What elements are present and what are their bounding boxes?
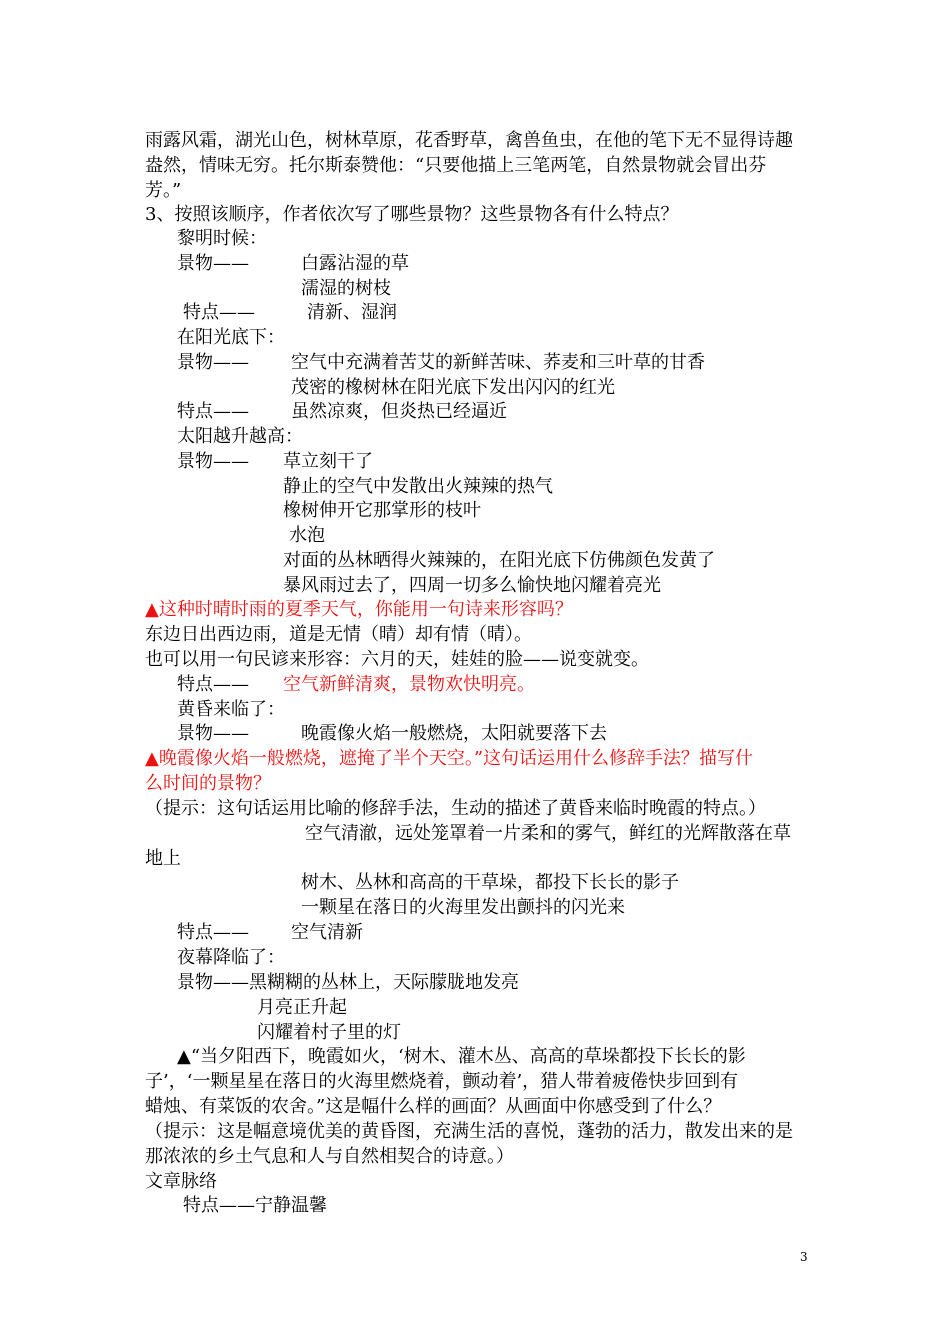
scene-item: 空气中充满着苦艾的新鲜苦味、荞麦和三叶草的甘香 — [291, 352, 705, 373]
hint-line: （提示：这是幅意境优美的黄昏图，充满生活的喜悦，蓬勃的活力，散发出来的是 — [145, 1121, 793, 1142]
scene-item: 树木、丛林和高高的干草垛，都投下长长的影子 — [301, 872, 679, 893]
scene-item: 茂密的橡树林在阳光底下发出闪闪的红光 — [291, 377, 615, 398]
scene-item: 白露沾湿的草 — [301, 253, 409, 274]
scene-label: 景物—— — [177, 253, 249, 274]
answer-line: 也可以用一句民谚来形容：六月的天，娃娃的脸——说变就变。 — [145, 649, 649, 670]
scene-label: 景物—— — [177, 451, 249, 472]
scene-item: 地上 — [145, 848, 181, 869]
scene-item: 草立刻干了 — [283, 451, 373, 472]
feature-label: 特点—— — [177, 922, 249, 943]
section-heading: 黄昏来临了： — [177, 699, 285, 720]
question-dusk: 么时间的景物？ — [145, 773, 271, 794]
outline-heading: 文章脉络 — [145, 1171, 217, 1192]
page-number: 3 — [800, 1250, 808, 1264]
scene-item: 濡湿的树枝 — [301, 278, 391, 299]
paragraph-line: 雨露风霜，湖光山色，树林草原，花香野草，禽兽鱼虫，在他的笔下无不显得诗趣 — [145, 130, 793, 151]
question-sunset: ▲“当夕阳西下，晚霞如火，‘树木、灌木丛、高高的草垛都投下长长的影 — [177, 1046, 746, 1067]
scene-label: 景物—— — [177, 352, 249, 373]
section-heading: 太阳越升越高： — [177, 426, 303, 447]
scene-item: 一颗星在落日的火海里发出颤抖的闪光来 — [301, 897, 625, 918]
scene-item: 对面的丛林晒得火辣辣的，在阳光底下仿佛颜色发黄了 — [283, 550, 715, 571]
scene-label: 景物—— — [177, 723, 249, 744]
scene-item: 静止的空气中发散出火辣辣的热气 — [283, 476, 553, 497]
question-3: 3、按照该顺序，作者依次写了哪些景物？这些景物各有什么特点？ — [145, 204, 679, 225]
question-weather: ▲这种时晴时雨的夏季天气，你能用一句诗来形容吗？ — [145, 599, 573, 620]
hint-line: 那浓浓的乡土气息和人与自然相契合的诗意。） — [145, 1146, 514, 1167]
section-heading: 黎明时候： — [177, 228, 267, 249]
feature-text: 虽然凉爽，但炎热已经逼近 — [291, 401, 507, 422]
feature-label: 特点—— — [183, 302, 255, 323]
question-dusk: ▲晚霞像火焰一般燃烧，遮掩了半个天空。”这句话运用什么修辞手法？描写什 — [145, 748, 754, 769]
scene-item: 水泡 — [289, 525, 325, 546]
feature-text: 空气清新 — [291, 922, 363, 943]
feature-text: 清新、湿润 — [307, 302, 397, 323]
paragraph-line: 盎然，情味无穷。托尔斯泰赞他：“只要他描上三笔两笔，自然景物就会冒出芬 — [145, 155, 767, 176]
scene-item: 景物——黑糊糊的丛林上，天际朦胧地发亮 — [177, 972, 519, 993]
answer-line: 东边日出西边雨，道是无情（晴）却有情（晴）。 — [145, 624, 532, 645]
question-sunset: 子’，‘一颗星星在落日的火海里燃烧着，颤动着’，猎人带着疲倦快步回到有 — [145, 1071, 739, 1092]
scene-item: 晚霞像火焰一般燃烧，太阳就要落下去 — [301, 723, 607, 744]
feature-label: 特点—— — [177, 401, 249, 422]
hint-line: （提示：这句话运用比喻的修辞手法，生动的描述了黄昏来临时晚霞的特点。） — [145, 798, 766, 819]
scene-item: 暴风雨过去了，四周一切多么愉快地闪耀着亮光 — [283, 575, 661, 596]
section-heading: 在阳光底下： — [177, 327, 285, 348]
feature-text: 空气新鲜清爽，景物欢快明亮。 — [283, 674, 535, 695]
scene-item: 月亮正升起 — [257, 997, 347, 1018]
feature-label: 特点—— — [177, 674, 249, 695]
scene-item: 空气清澈，远处笼罩着一片柔和的雾气，鲜红的光辉散落在草 — [305, 823, 791, 844]
scene-item: 橡树伸开它那掌形的枝叶 — [283, 500, 481, 521]
question-sunset: 蜡烛、有菜饭的农舍。”这是幅什么样的画面？从画面中你感受到了什么？ — [145, 1096, 722, 1117]
section-heading: 夜幕降临了： — [177, 947, 285, 968]
paragraph-line: 芳。” — [145, 180, 182, 201]
feature-text: 特点——宁静温馨 — [183, 1195, 327, 1216]
scene-item: 闪耀着村子里的灯 — [257, 1022, 401, 1043]
